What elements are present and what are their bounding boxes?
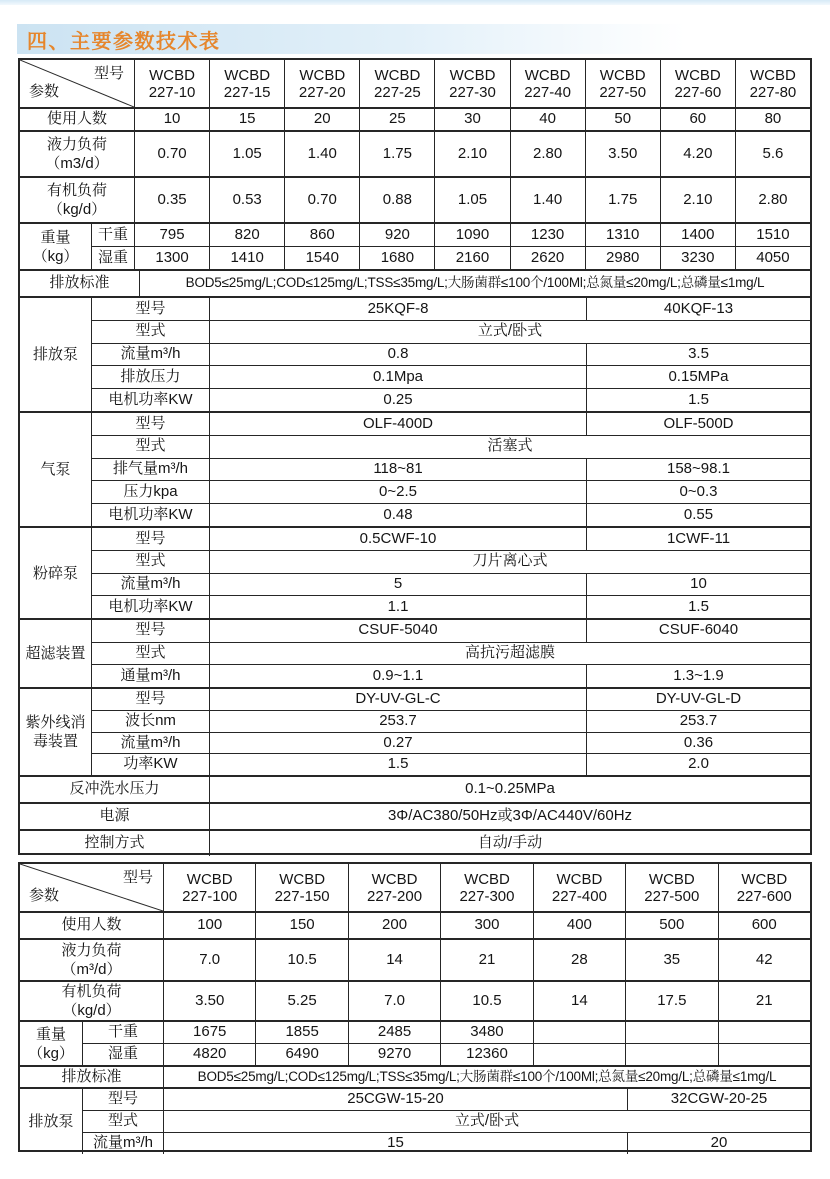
value-cell: 1.75 bbox=[360, 132, 435, 176]
value-cell: 3.50 bbox=[164, 982, 256, 1020]
value-cell: OLF-400D bbox=[210, 413, 587, 435]
value-cell: 1.75 bbox=[586, 178, 661, 222]
value-cell: 1540 bbox=[285, 247, 360, 269]
row-label: 电机功率KW bbox=[92, 504, 210, 526]
value-cell: OLF-500D bbox=[663, 414, 734, 432]
row-label: 型号 bbox=[92, 689, 210, 710]
row-label: 使用人数 bbox=[20, 913, 164, 938]
value-cell bbox=[719, 1022, 810, 1043]
row-label: 波长nm bbox=[92, 711, 210, 732]
discharge-standard-row bbox=[20, 269, 810, 296]
row-label: 控制方式 bbox=[20, 831, 210, 856]
value-cell: 80 bbox=[764, 110, 782, 128]
section-label: 重量 （kg） bbox=[20, 224, 92, 269]
pump-type-row bbox=[92, 435, 810, 458]
organic-load-row bbox=[20, 980, 810, 1020]
row-label: 通量m³/h bbox=[92, 665, 210, 687]
corner-param-label: 参数 bbox=[29, 83, 60, 101]
pump-power-row bbox=[92, 595, 810, 618]
discharge-standard-value: BOD5≤25mg/L;COD≤125mg/L;TSS≤35mg/L;大肠菌群≤100个/100Ml;总氮量≤20mg/L;总磷量≤1mg/L bbox=[197, 1068, 777, 1084]
value-cell: 32CGW-20-25 bbox=[670, 1090, 768, 1108]
row-label: 流量m³/h bbox=[92, 733, 210, 754]
value-cell: 253.7 bbox=[210, 711, 587, 732]
value-cell: 1.5 bbox=[688, 597, 709, 615]
value-cell: 3.50 bbox=[586, 132, 661, 176]
value-cell bbox=[719, 1044, 810, 1065]
row-label: 功率KW bbox=[92, 754, 210, 775]
value-cell: 0.27 bbox=[210, 733, 587, 754]
value-cell: 1855 bbox=[256, 1022, 348, 1043]
section-label: 排放泵 bbox=[20, 1089, 83, 1154]
pump-pressure-row bbox=[92, 480, 810, 503]
value-cell: 0.1~0.25MPa bbox=[465, 780, 555, 798]
row-label: 电源 bbox=[20, 804, 210, 829]
value-cell: 12360 bbox=[441, 1044, 533, 1065]
value-cell: 6490 bbox=[256, 1044, 348, 1065]
value-cell: 1.5 bbox=[688, 390, 709, 408]
pump-type-row bbox=[92, 320, 810, 343]
value-cell: 795 bbox=[135, 224, 210, 246]
value-cell: 2.10 bbox=[435, 132, 510, 176]
value-cell bbox=[534, 1022, 626, 1043]
value-cell: 9270 bbox=[349, 1044, 441, 1065]
value-cell: 5 bbox=[210, 574, 587, 596]
model-header: WCBD 227-300 bbox=[441, 864, 533, 911]
value-cell: 2160 bbox=[435, 247, 510, 269]
value-cell: 0~2.5 bbox=[210, 481, 587, 503]
discharge-standard-row bbox=[20, 1065, 810, 1087]
value-cell: 0.70 bbox=[285, 178, 360, 222]
value-cell: 20 bbox=[285, 109, 360, 130]
users-row bbox=[20, 911, 810, 938]
value-cell: 1410 bbox=[210, 247, 285, 269]
value-cell: 820 bbox=[210, 224, 285, 246]
value-cell: 25 bbox=[360, 109, 435, 130]
model-header: WCBD 227-600 bbox=[736, 870, 792, 905]
value-cell: 500 bbox=[626, 913, 718, 938]
section-label: 超滤装置 bbox=[20, 620, 92, 687]
pump-pressure-row bbox=[92, 365, 810, 388]
grinder-pump-section bbox=[20, 526, 810, 618]
value-cell: 3230 bbox=[661, 247, 736, 269]
row-label: 湿重 bbox=[92, 247, 135, 269]
value-cell: 0.1Mpa bbox=[210, 366, 587, 388]
value-cell: 0.70 bbox=[135, 132, 210, 176]
organic-load-row bbox=[20, 176, 810, 222]
value-cell: 0~0.3 bbox=[679, 482, 718, 500]
uf-unit-section bbox=[20, 618, 810, 687]
row-label: 反冲洗水压力 bbox=[20, 777, 210, 802]
uv-model-row bbox=[92, 689, 810, 710]
uv-flow-row bbox=[92, 732, 810, 754]
value-cell: 20 bbox=[710, 1134, 728, 1152]
pump-model-row bbox=[92, 298, 810, 320]
value-cell: 200 bbox=[349, 913, 441, 938]
value-cell: 1310 bbox=[586, 224, 661, 246]
corner-cell bbox=[20, 60, 135, 107]
value-cell: 2.80 bbox=[758, 190, 788, 208]
value-cell: 10 bbox=[690, 575, 707, 592]
pump-model-row bbox=[92, 528, 810, 550]
dry-weight-row bbox=[83, 1022, 810, 1043]
row-label: 型号 bbox=[92, 298, 210, 320]
model-header: WCBD 227-100 bbox=[164, 864, 256, 911]
value-cell: CSUF-5040 bbox=[210, 620, 587, 642]
value-cell: 3.5 bbox=[688, 345, 709, 363]
value-cell: 4050 bbox=[756, 248, 790, 266]
value-cell: 10.5 bbox=[256, 940, 348, 980]
value-cell: 自动/手动 bbox=[477, 834, 543, 852]
page-title: 四、主要参数技术表 bbox=[27, 30, 221, 53]
row-label: 型号 bbox=[92, 620, 210, 642]
value-cell: 40KQF-13 bbox=[663, 299, 734, 317]
row-label: 排放压力 bbox=[92, 366, 210, 388]
value-cell: 0.25 bbox=[210, 389, 587, 411]
value-cell: 0.15MPa bbox=[668, 367, 729, 385]
section-label: 重量 （kg） bbox=[20, 1022, 83, 1065]
value-cell bbox=[626, 1044, 718, 1065]
model-header: WCBD 227-30 bbox=[435, 60, 510, 107]
uf-model-row bbox=[92, 620, 810, 642]
value-cell: 0.88 bbox=[360, 178, 435, 222]
value-cell: 1.05 bbox=[435, 178, 510, 222]
model-header: WCBD 227-20 bbox=[285, 60, 360, 107]
value-cell: 1090 bbox=[435, 224, 510, 246]
model-header: WCBD 227-150 bbox=[256, 864, 348, 911]
value-cell: 15 bbox=[164, 1133, 628, 1154]
row-label: 电机功率KW bbox=[92, 389, 210, 411]
backwash-pressure-row bbox=[20, 775, 810, 802]
wet-weight-row bbox=[92, 246, 810, 269]
row-label: 有机负荷 （kg/d） bbox=[20, 982, 164, 1020]
value-cell: 0.53 bbox=[210, 178, 285, 222]
value-cell: 2485 bbox=[349, 1022, 441, 1043]
model-header: WCBD 227-15 bbox=[210, 60, 285, 107]
row-label: 流量m³/h bbox=[92, 344, 210, 366]
value-cell: 1.40 bbox=[511, 178, 586, 222]
value-cell: 400 bbox=[534, 913, 626, 938]
model-header: WCBD 227-50 bbox=[586, 60, 661, 107]
uf-flux-row bbox=[92, 664, 810, 687]
value-cell: 刀片离心式 bbox=[472, 552, 548, 570]
section-label: 紫外线消毒装置 bbox=[20, 689, 92, 775]
row-label: 流量m³/h bbox=[83, 1133, 164, 1154]
row-label: 型号 bbox=[92, 528, 210, 550]
row-label: 流量m³/h bbox=[92, 574, 210, 596]
value-cell: DY-UV-GL-C bbox=[210, 689, 587, 710]
value-cell: 高抗污超滤膜 bbox=[464, 644, 555, 662]
spec-table-1 bbox=[18, 58, 812, 855]
value-cell: 100 bbox=[164, 913, 256, 938]
row-label: 干重 bbox=[83, 1022, 164, 1043]
value-cell: 21 bbox=[441, 940, 533, 980]
value-cell: 活塞式 bbox=[487, 437, 533, 455]
value-cell: 1.40 bbox=[285, 132, 360, 176]
value-cell bbox=[626, 1022, 718, 1043]
value-cell: 4.20 bbox=[661, 132, 736, 176]
value-cell: 2.0 bbox=[688, 755, 709, 773]
table-header-row bbox=[20, 60, 810, 107]
value-cell: 1400 bbox=[661, 224, 736, 246]
row-label: 型式 bbox=[92, 643, 210, 665]
pump-type-row bbox=[83, 1110, 810, 1132]
row-label: 型式 bbox=[83, 1111, 164, 1132]
pump-model-row bbox=[92, 413, 810, 435]
row-label: 型式 bbox=[92, 551, 210, 573]
value-cell: 7.0 bbox=[349, 982, 441, 1020]
value-cell: 4820 bbox=[164, 1044, 256, 1065]
value-cell: 600 bbox=[751, 916, 777, 934]
model-header: WCBD 227-40 bbox=[511, 60, 586, 107]
uv-wavelength-row bbox=[92, 710, 810, 732]
model-header: WCBD 227-200 bbox=[349, 864, 441, 911]
value-cell: 50 bbox=[586, 109, 661, 130]
row-label: 型式 bbox=[92, 321, 210, 343]
value-cell: 2.10 bbox=[661, 178, 736, 222]
value-cell: 1.5 bbox=[210, 754, 587, 775]
uf-type-row bbox=[92, 642, 810, 665]
dry-weight-row bbox=[92, 224, 810, 246]
air-pump-section bbox=[20, 411, 810, 526]
value-cell: 5.25 bbox=[256, 982, 348, 1020]
value-cell: 253.7 bbox=[679, 711, 718, 729]
value-cell: 920 bbox=[360, 224, 435, 246]
value-cell: 1.05 bbox=[210, 132, 285, 176]
value-cell: 1510 bbox=[756, 225, 790, 243]
value-cell: 2.80 bbox=[511, 132, 586, 176]
corner-param-label: 参数 bbox=[29, 887, 60, 905]
uv-unit-section bbox=[20, 687, 810, 775]
table-header-row bbox=[20, 864, 810, 911]
value-cell: 1CWF-11 bbox=[666, 529, 731, 547]
row-label: 排气量m³/h bbox=[92, 459, 210, 481]
model-header: WCBD 227-500 bbox=[626, 864, 718, 911]
row-label: 型号 bbox=[83, 1089, 164, 1110]
value-cell: 300 bbox=[441, 913, 533, 938]
value-cell: 35 bbox=[626, 940, 718, 980]
row-label: 有机负荷 （kg/d） bbox=[20, 178, 135, 222]
spec-table-2 bbox=[18, 862, 812, 1152]
control-mode-row bbox=[20, 829, 810, 856]
discharge-pump-section bbox=[20, 1087, 810, 1154]
weight-section bbox=[20, 222, 810, 269]
model-header: WCBD 227-60 bbox=[661, 60, 736, 107]
value-cell: 14 bbox=[349, 940, 441, 980]
pump-type-row bbox=[92, 550, 810, 573]
row-label: 干重 bbox=[92, 224, 135, 246]
model-header: WCBD 227-25 bbox=[360, 60, 435, 107]
row-label: 液力负荷 （m³/d） bbox=[20, 940, 164, 980]
value-cell: 立式/卧式 bbox=[477, 322, 543, 340]
value-cell: 7.0 bbox=[164, 940, 256, 980]
value-cell: 3480 bbox=[441, 1022, 533, 1043]
corner-model-label: 型号 bbox=[122, 869, 153, 886]
value-cell: 10 bbox=[135, 109, 210, 130]
section-label: 排放泵 bbox=[20, 298, 92, 411]
row-label: 型号 bbox=[92, 413, 210, 435]
value-cell: 860 bbox=[285, 224, 360, 246]
value-cell: 1675 bbox=[164, 1022, 256, 1043]
row-label: 压力kpa bbox=[92, 481, 210, 503]
value-cell: 0.9~1.1 bbox=[210, 665, 587, 687]
value-cell: 0.8 bbox=[210, 344, 587, 366]
value-cell: 21 bbox=[755, 991, 773, 1009]
value-cell: 0.35 bbox=[135, 178, 210, 222]
value-cell: 2980 bbox=[586, 247, 661, 269]
value-cell: 1230 bbox=[511, 224, 586, 246]
value-cell: 0.55 bbox=[683, 505, 714, 523]
value-cell: 118~81 bbox=[210, 459, 587, 481]
page-top-strip bbox=[0, 0, 830, 5]
value-cell bbox=[534, 1044, 626, 1065]
pump-flow-row bbox=[92, 573, 810, 596]
uv-power-row bbox=[92, 753, 810, 775]
row-label: 液力负荷 （m3/d） bbox=[20, 132, 135, 176]
pump-power-row bbox=[92, 503, 810, 526]
value-cell: 42 bbox=[755, 950, 773, 968]
value-cell: 0.5CWF-10 bbox=[210, 528, 587, 550]
pump-flow-row bbox=[92, 343, 810, 366]
value-cell: 40 bbox=[511, 109, 586, 130]
value-cell: 15 bbox=[210, 109, 285, 130]
pump-flow-row bbox=[92, 458, 810, 481]
model-header: WCBD 227-80 bbox=[749, 66, 797, 101]
value-cell: CSUF-6040 bbox=[658, 621, 739, 639]
model-header: WCBD 227-400 bbox=[534, 864, 626, 911]
value-cell: 5.6 bbox=[762, 144, 784, 162]
hydraulic-load-row bbox=[20, 938, 810, 980]
value-cell: 1.1 bbox=[210, 596, 587, 618]
pump-power-row bbox=[92, 388, 810, 411]
discharge-standard-value: BOD5≤25mg/L;COD≤125mg/L;TSS≤35mg/L;大肠菌群≤100个/100Ml;总氮量≤20mg/L;总磷量≤1mg/L bbox=[185, 275, 765, 291]
value-cell: 17.5 bbox=[626, 982, 718, 1020]
value-cell: DY-UV-GL-D bbox=[655, 690, 742, 707]
model-header: WCBD 227-10 bbox=[135, 60, 210, 107]
row-label: 型式 bbox=[92, 436, 210, 458]
power-supply-row bbox=[20, 802, 810, 829]
hydraulic-load-row bbox=[20, 130, 810, 176]
weight-section bbox=[20, 1020, 810, 1065]
discharge-pump-section bbox=[20, 296, 810, 411]
value-cell: 25KQF-8 bbox=[210, 298, 587, 320]
section-title-bar bbox=[17, 24, 713, 54]
value-cell: 1.3~1.9 bbox=[673, 666, 724, 684]
value-cell: 0.48 bbox=[210, 504, 587, 526]
value-cell: 10.5 bbox=[441, 982, 533, 1020]
section-label: 气泵 bbox=[20, 413, 92, 526]
value-cell: 立式/卧式 bbox=[454, 1112, 520, 1130]
row-label: 电机功率KW bbox=[92, 596, 210, 618]
row-label: 排放标准 bbox=[20, 271, 140, 296]
pump-model-row bbox=[83, 1089, 810, 1110]
users-row bbox=[20, 107, 810, 130]
wet-weight-row bbox=[83, 1043, 810, 1065]
row-label: 排放标准 bbox=[20, 1067, 164, 1087]
value-cell: 1300 bbox=[135, 247, 210, 269]
value-cell: 60 bbox=[661, 109, 736, 130]
corner-model-label: 型号 bbox=[93, 65, 124, 82]
corner-cell bbox=[20, 864, 164, 911]
value-cell: 158~98.1 bbox=[667, 460, 730, 478]
row-label: 使用人数 bbox=[20, 109, 135, 130]
value-cell: 3Φ/AC380/50Hz或3Φ/AC440V/60Hz bbox=[387, 807, 633, 825]
value-cell: 0.36 bbox=[683, 733, 714, 751]
value-cell: 28 bbox=[534, 940, 626, 980]
value-cell: 1680 bbox=[360, 247, 435, 269]
value-cell: 25CGW-15-20 bbox=[164, 1089, 628, 1110]
row-label: 湿重 bbox=[83, 1044, 164, 1065]
value-cell: 2620 bbox=[511, 247, 586, 269]
value-cell: 30 bbox=[435, 109, 510, 130]
section-label: 粉碎泵 bbox=[20, 528, 92, 618]
value-cell: 14 bbox=[534, 982, 626, 1020]
value-cell: 150 bbox=[256, 913, 348, 938]
pump-flow-row bbox=[83, 1132, 810, 1154]
